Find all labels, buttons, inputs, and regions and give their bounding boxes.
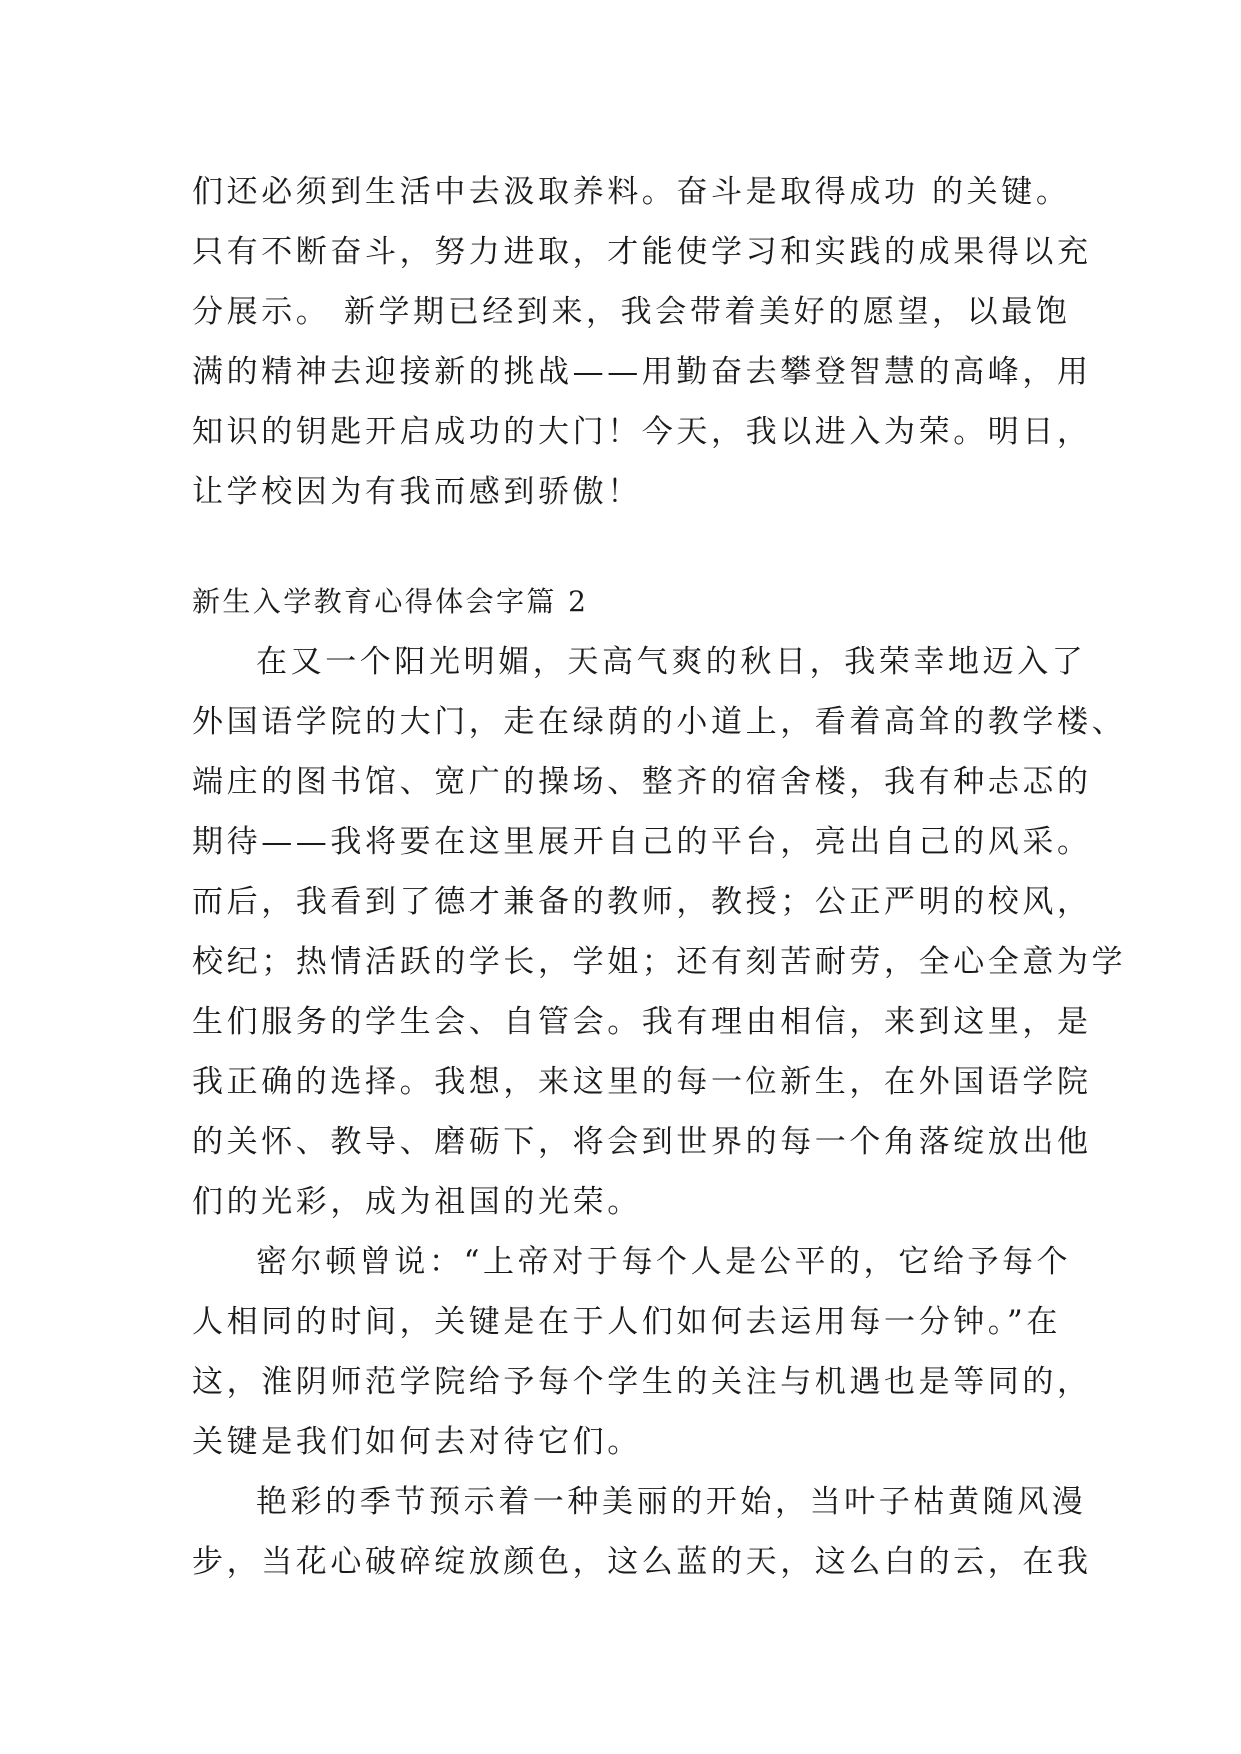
text-line: 知识的钥匙开启成功的大门！今天，我以进入为荣。明日，: [192, 414, 1092, 450]
text-line: 我正确的选择。我想，来这里的每一位新生，在外国语学院: [192, 1064, 1092, 1100]
text-line: 这，淮阴师范学院给予每个学生的关注与机遇也是等同的，: [192, 1364, 1092, 1400]
text-line: 在又一个阳光明媚，天高气爽的秋日，我荣幸地迈入了: [256, 644, 1087, 680]
text-line: 分展示。 新学期已经到来，我会带着美好的愿望，以最饱: [192, 294, 1071, 330]
text-line: 步，当花心破碎绽放颜色，这么蓝的天，这么白的云，在我: [192, 1544, 1092, 1580]
text-line: 端庄的图书馆、宽广的操场、整齐的宿舍楼，我有种忐忑的: [192, 764, 1092, 800]
text-line: 满的精神去迎接新的挑战——用勤奋去攀登智慧的高峰，用: [192, 354, 1092, 390]
text-line: 期待——我将要在这里展开自己的平台，亮出自己的风采。: [192, 824, 1092, 860]
section-heading: 新生入学教育心得体会字篇 2: [192, 585, 589, 618]
document-body: [192, 162, 1127, 1592]
text-line: 们还必须到生活中去汲取养料。奋斗是取得成功 的关键。: [192, 174, 1071, 210]
text-line: 外国语学院的大门，走在绿荫的小道上，看着高耸的教学楼、: [192, 704, 1127, 740]
text-line: 生们服务的学生会、自管会。我有理由相信，来到这里，是: [192, 1004, 1092, 1040]
text-line: 关键是我们如何去对待它们。: [192, 1424, 642, 1460]
paragraph-1: [192, 632, 1127, 1232]
text-line: 而后，我看到了德才兼备的教师，教授；公正严明的校风，: [192, 884, 1092, 920]
top-paragraph: [192, 162, 1092, 522]
text-line: 的关怀、教导、磨砺下，将会到世界的每一个角落绽放出他: [192, 1124, 1092, 1160]
text-line: 让学校因为有我而感到骄傲！: [192, 474, 642, 510]
text-line: 艳彩的季节预示着一种美丽的开始，当叶子枯黄随风漫: [256, 1484, 1087, 1520]
text-line: 们的光彩，成为祖国的光荣。: [192, 1184, 642, 1220]
section-spacer: [192, 522, 1072, 572]
text-line: 人相同的时间，关键是在于人们如何去运用每一分钟。”在: [192, 1304, 1061, 1340]
paragraph-3: [192, 1472, 1092, 1592]
text-line: 密尔顿曾说：“上帝对于每个人是公平的，它给予每个: [256, 1244, 1072, 1280]
text-line: 校纪；热情活跃的学长，学姐；还有刻苦耐劳，全心全意为学: [192, 944, 1127, 980]
text-line: 只有不断奋斗，努力进取，才能使学习和实践的成果得以充: [192, 234, 1092, 270]
paragraph-2: [192, 1232, 1092, 1472]
